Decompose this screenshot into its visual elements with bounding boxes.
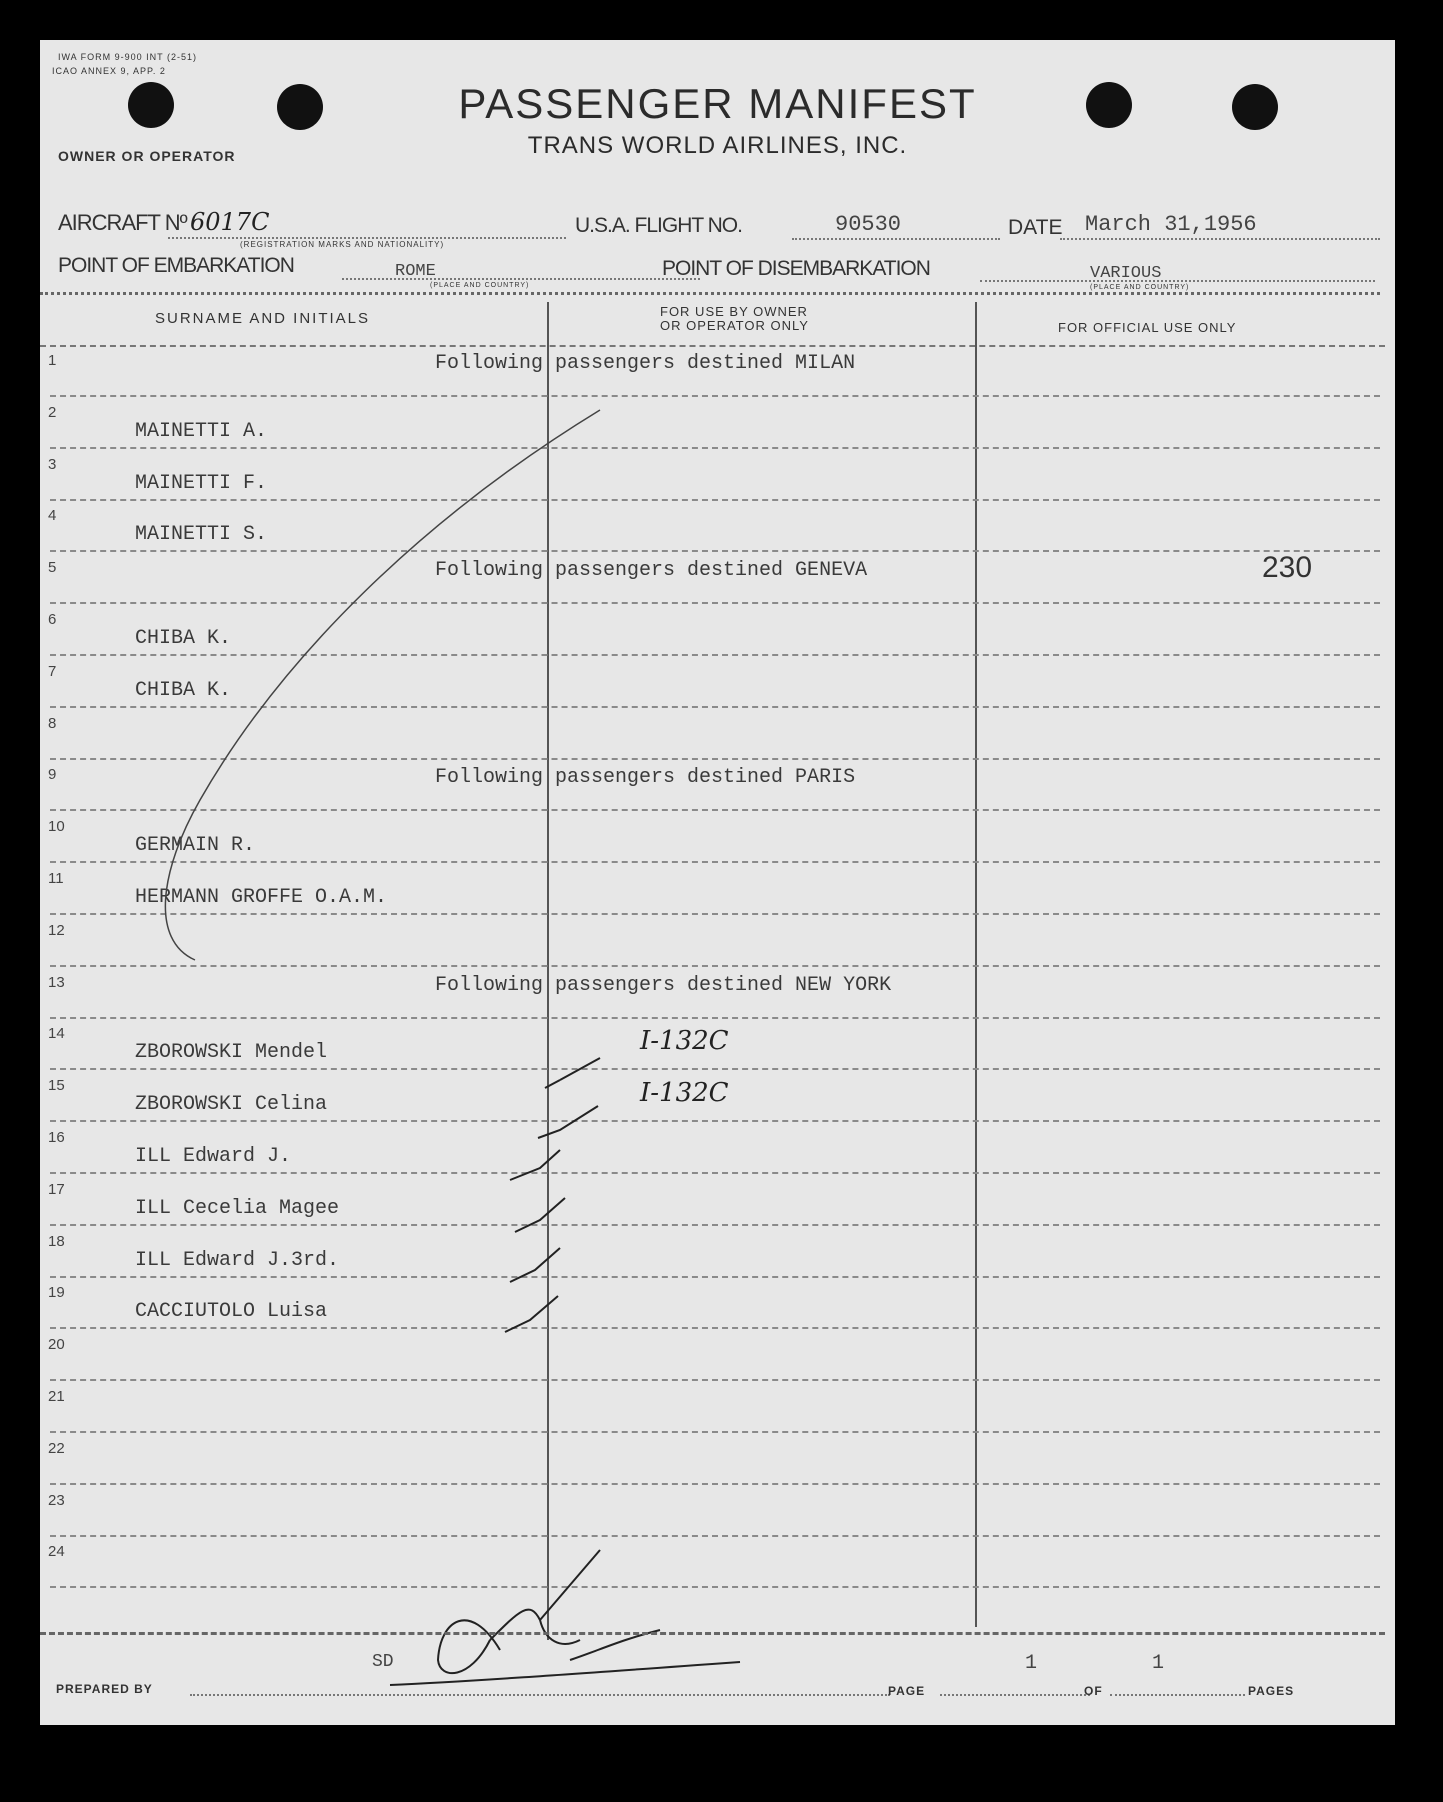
passenger-name: MAINETTI A. (135, 420, 268, 443)
passenger-name: ILL Edward J.3rd. (135, 1249, 340, 1272)
disembarkation-value: VARIOUS (1090, 264, 1162, 283)
passenger-name: CHIBA K. (135, 627, 232, 650)
passenger-name: ZBOROWSKI Celina (135, 1093, 328, 1116)
aircraft-note: (REGISTRATION MARKS AND NATIONALITY) (240, 240, 445, 249)
passenger-name: ZBOROWSKI Mendel (135, 1041, 328, 1064)
of-label: OF (1084, 1684, 1103, 1698)
owner-operator-label: OWNER OR OPERATOR (58, 148, 236, 164)
owner-use-header-line2: OR OPERATOR ONLY (660, 318, 809, 333)
owner-use-entry: I-132C (640, 1026, 729, 1056)
row-number: 3 (48, 456, 57, 473)
manifest-page (40, 40, 1395, 1725)
row-number: 2 (48, 404, 57, 421)
row-number: 10 (48, 818, 65, 835)
disembarkation-note: (PLACE AND COUNTRY) (1090, 284, 1190, 291)
passenger-name: MAINETTI F. (135, 472, 268, 495)
row-number: 6 (48, 611, 57, 628)
row-number: 12 (48, 922, 65, 939)
destination-heading: Following passengers destined MILAN (435, 352, 856, 375)
page-number: 1 (1025, 1652, 1038, 1675)
prepared-by-value: SD (372, 1652, 394, 1672)
passenger-name: ILL Edward J. (135, 1145, 292, 1168)
date-value: March 31,1956 (1085, 212, 1257, 237)
row-number: 16 (48, 1129, 65, 1146)
row-number: 18 (48, 1233, 65, 1250)
row-number: 21 (48, 1388, 65, 1405)
row-number: 23 (48, 1492, 65, 1509)
row-number: 9 (48, 766, 57, 783)
passenger-name: HERMANN GROFFE O.A.M. (135, 886, 388, 909)
airline-name: TRANS WORLD AIRLINES, INC. (527, 132, 908, 159)
aircraft-number: 6017C (190, 208, 270, 236)
surname-column-header: SURNAME AND INITIALS (155, 310, 371, 327)
destination-heading: Following passengers destined GENEVA (435, 559, 868, 582)
row-number: 17 (48, 1181, 65, 1198)
row-number: 4 (48, 507, 57, 524)
owner-use-header-line1: FOR USE BY OWNER (660, 304, 808, 319)
owner-use-entry: I-132C (640, 1078, 729, 1108)
row-number: 11 (48, 870, 64, 887)
page-label: PAGE (888, 1684, 926, 1698)
date-label: DATE (1008, 216, 1063, 239)
passenger-name: MAINETTI S. (135, 523, 268, 546)
row-number: 1 (48, 352, 57, 369)
row-number: 19 (48, 1284, 65, 1301)
embarkation-value: ROME (395, 262, 436, 281)
row-number: 5 (48, 559, 57, 576)
row-number: 15 (48, 1077, 65, 1094)
row-number: 14 (48, 1025, 65, 1042)
aircraft-label: AIRCRAFT Nº (58, 210, 187, 235)
official-use-entry: 230 (1262, 551, 1313, 584)
flight-number: 90530 (835, 212, 902, 237)
row-number: 8 (48, 715, 57, 732)
total-pages: 1 (1152, 1652, 1165, 1675)
passenger-name: CHIBA K. (135, 679, 232, 702)
row-number: 7 (48, 663, 57, 680)
destination-heading: Following passengers destined PARIS (435, 766, 856, 789)
official-use-header: FOR OFFICIAL USE ONLY (1058, 320, 1237, 335)
form-code: IWA FORM 9-900 INT (2-51) (58, 52, 198, 62)
passenger-name: GERMAIN R. (135, 834, 256, 857)
passenger-name: ILL Cecelia Magee (135, 1197, 340, 1220)
row-number: 22 (48, 1440, 65, 1457)
destination-heading: Following passengers destined NEW YORK (435, 974, 892, 997)
embarkation-note: (PLACE AND COUNTRY) (430, 282, 530, 289)
form-code-annex: ICAO ANNEX 9, APP. 2 (52, 66, 166, 76)
passenger-name: CACCIUTOLO Luisa (135, 1300, 328, 1323)
row-number: 24 (48, 1543, 65, 1560)
flight-label: U.S.A. FLIGHT NO. (575, 214, 742, 237)
diagonal-pen-stroke (40, 40, 1395, 1725)
row-number: 20 (48, 1336, 65, 1353)
embarkation-label: POINT OF EMBARKATION (58, 254, 294, 277)
row-number: 13 (48, 974, 65, 991)
page-title: PASSENGER MANIFEST (458, 80, 977, 127)
disembarkation-label: POINT OF DISEMBARKATION (662, 257, 930, 280)
pages-label: PAGES (1248, 1684, 1295, 1698)
prepared-by-label: PREPARED BY (56, 1682, 153, 1696)
